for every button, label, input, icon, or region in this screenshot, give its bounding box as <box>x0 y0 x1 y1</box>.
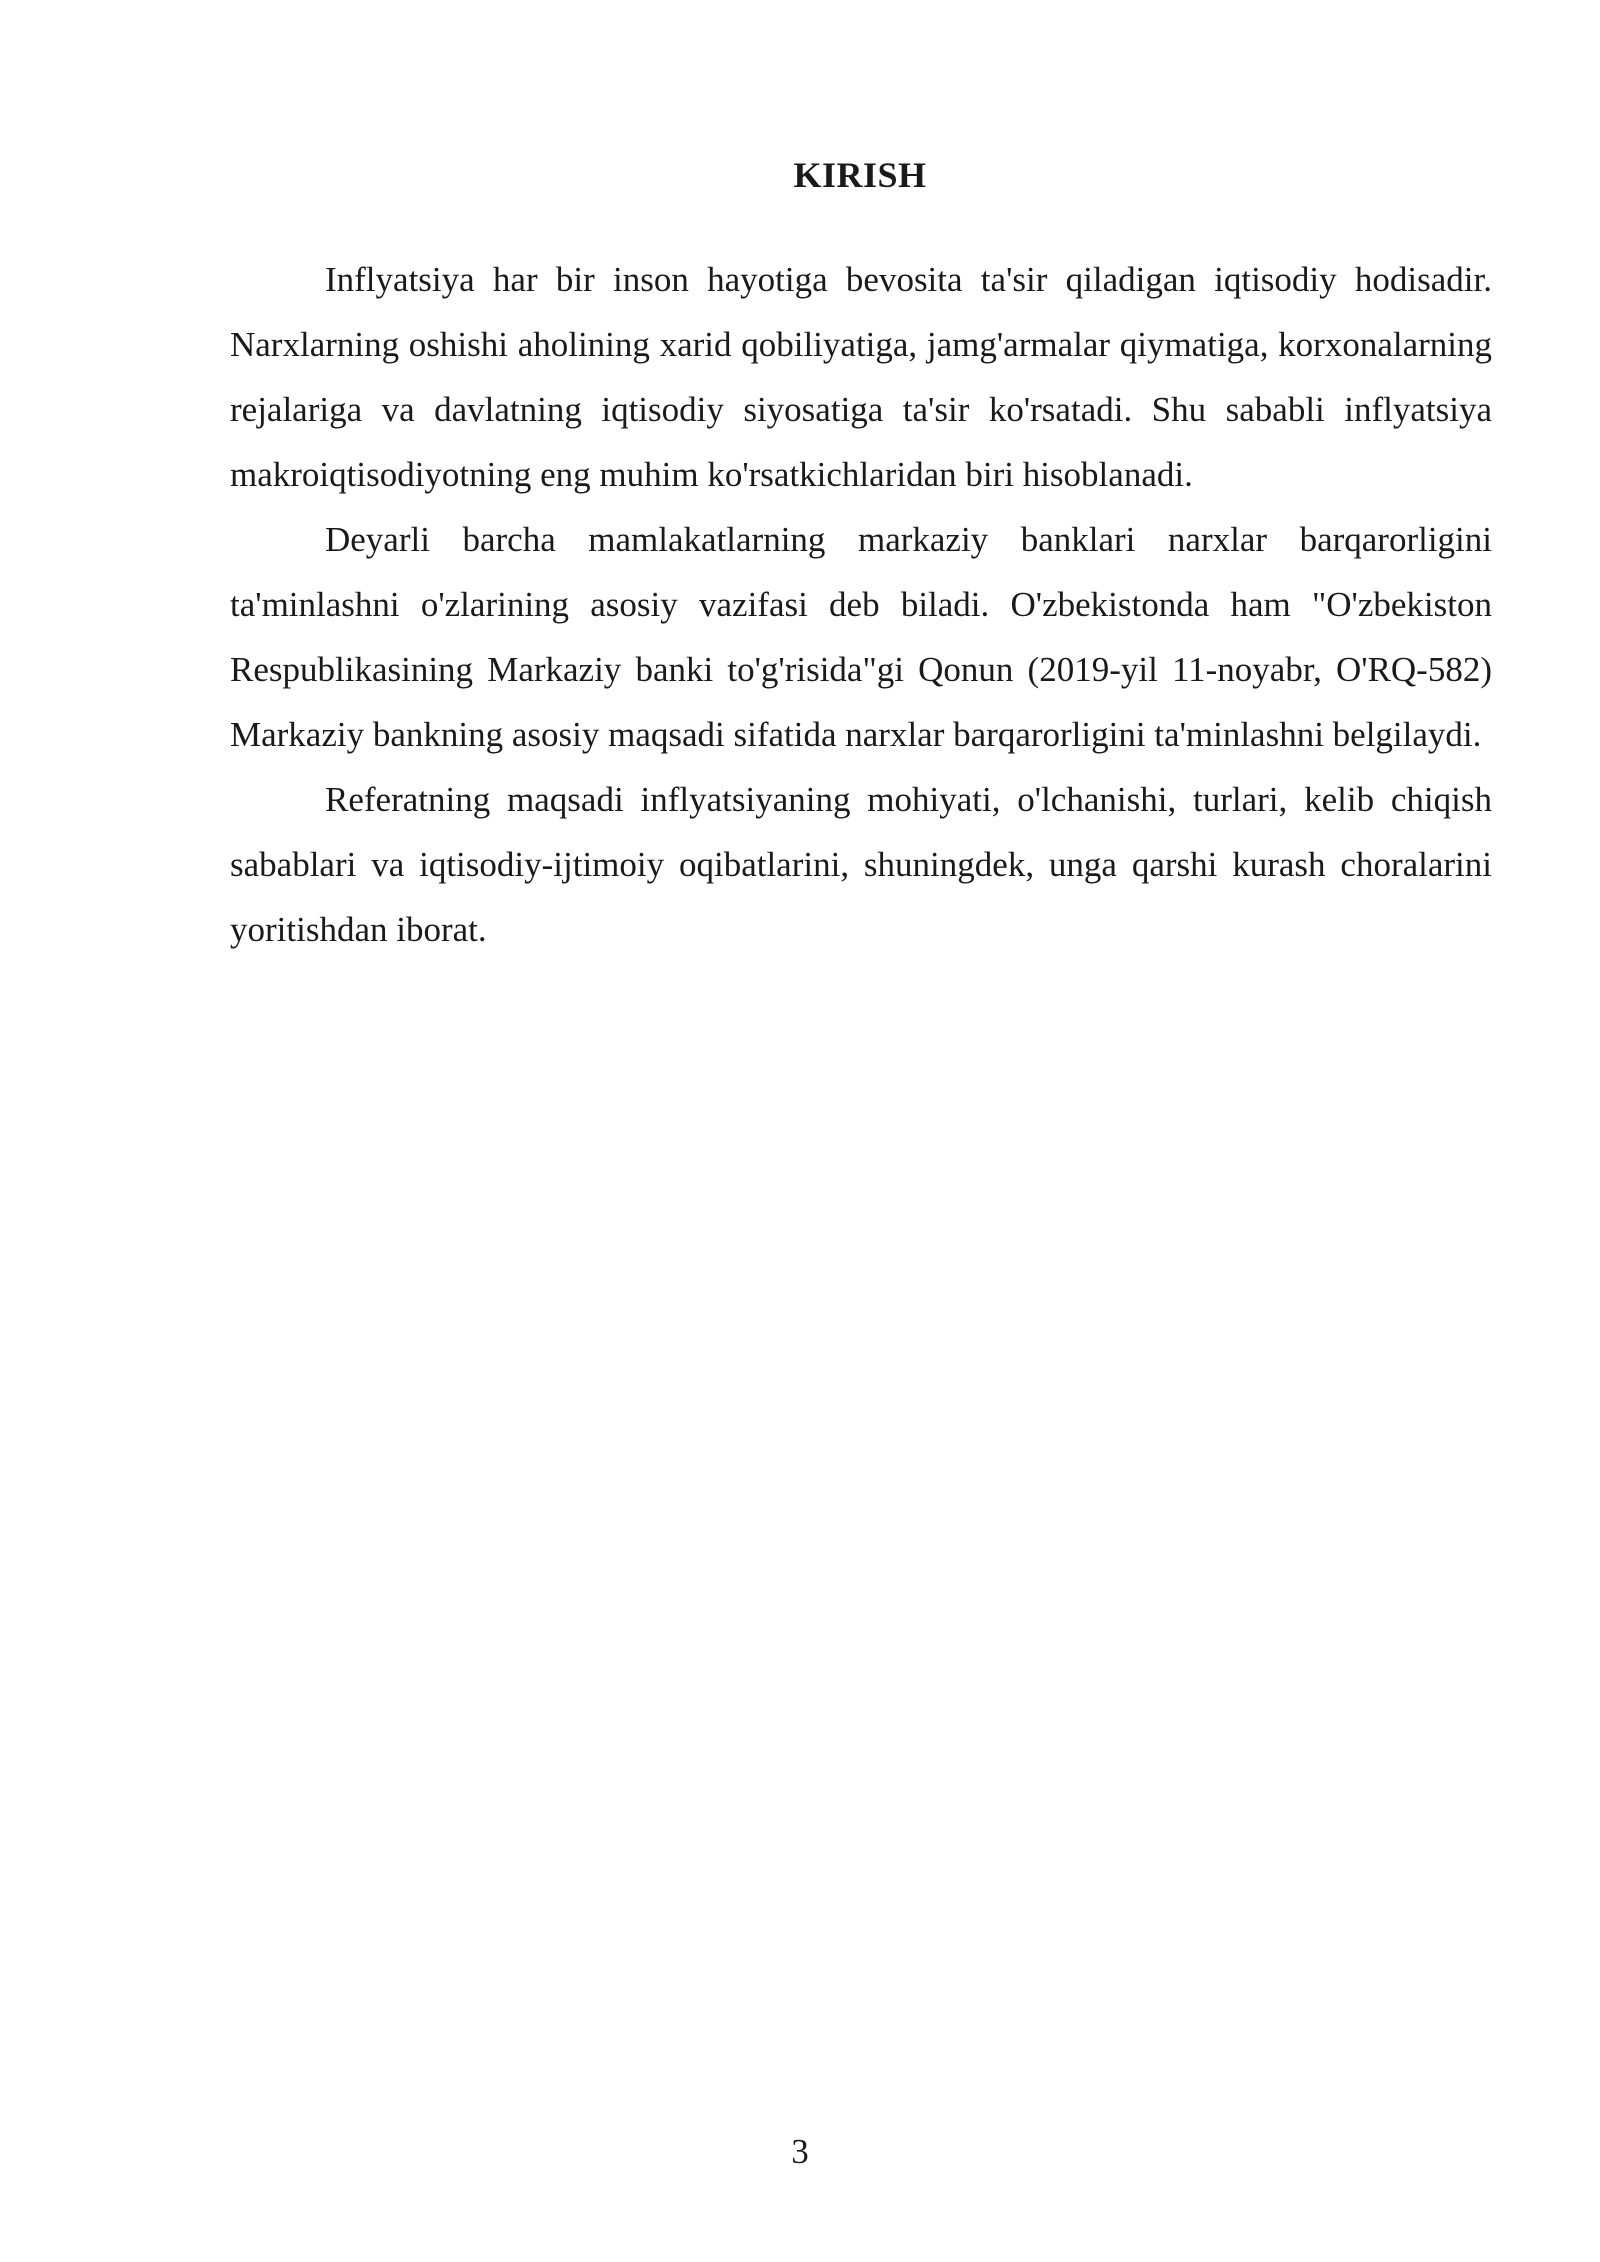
body-text <box>230 247 1492 962</box>
section-heading: KIRISH <box>793 155 927 195</box>
page-number: 3 <box>791 2132 809 2171</box>
paragraph-central-bank: Deyarli barcha mamlakatlarning markaziy banklari narxlar barqarorligini ta'minlashni o'zlarining asosiy vazifasi deb biladi. O'zbekistonda ham "O'zbekiston Respublikasining Markaziy banki to'g'risida"gi Qonun (2019-yil 11-noyabr, O'RQ-582) Markaziy bankning asosiy maqsadi sifatida narxlar barqarorligini ta'minlashni belgilaydi. <box>230 520 1492 754</box>
paragraph-purpose: Referatning maqsadi inflyatsiyaning mohiyati, o'lchanishi, turlari, kelib chiqish sabablari va iqtisodiy-ijtimoiy oqibatlarini, shuningdek, unga qarshi kurash choralarini yoritishdan iborat. <box>230 780 1492 949</box>
paragraph-intro: Inflyatsiya har bir inson hayotiga bevosita ta'sir qiladigan iqtisodiy hodisadir. Narxlarning oshishi aholining xarid qobiliyatiga, jamg'armalar qiymatiga, korxonalarning rejalariga va davlatning iqtisodiy siyosatiga ta'sir ko'rsatadi. Shu sababli inflyatsiya makroiqtisodiyotning eng muhim ko'rsatkichlaridan biri hisoblanadi. <box>230 260 1492 494</box>
